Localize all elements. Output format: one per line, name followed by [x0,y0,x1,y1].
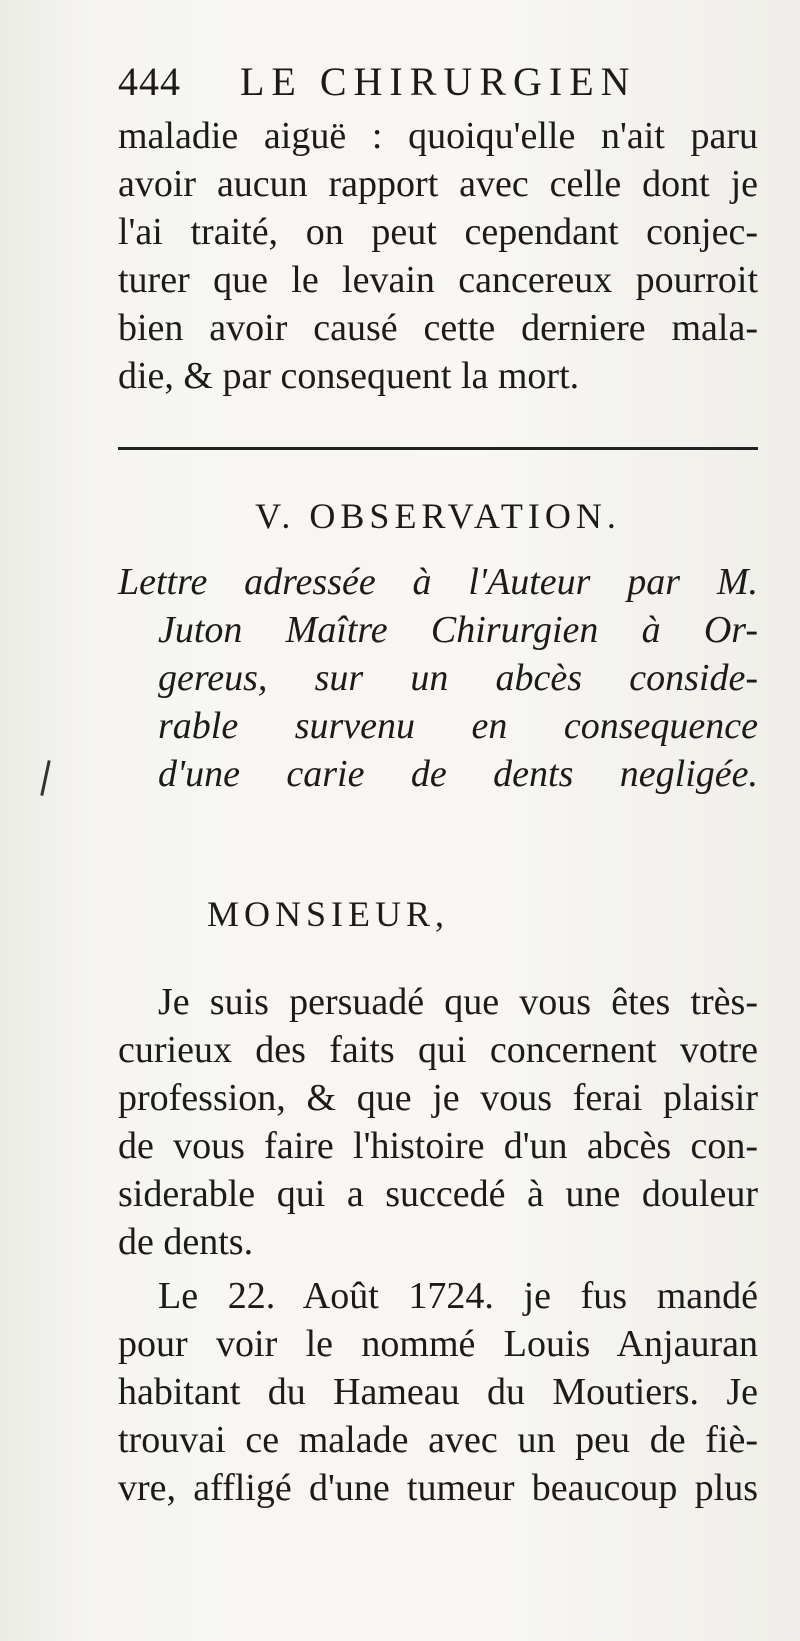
section-heading: V. OBSERVATION. [255,496,621,536]
text-line: Le 22. Août 1724. je fus mandé [158,1275,758,1317]
text-line: habitant du Hameau du Moutiers. Je [118,1371,758,1413]
text-line: turer que le levain cancereux pourroit [118,259,758,301]
text-line: die, & par consequent la mort. [118,355,580,397]
text-line: de vous faire l'histoire d'un abcès con- [118,1125,758,1167]
text-line: trouvai ce malade avec un peu de fiè- [118,1419,758,1461]
text-line: avoir aucun rapport avec celle dont je [118,163,758,205]
text-line: profession, & que je vous ferai plaisir [118,1077,758,1119]
page-number: 444 [118,59,181,104]
text-line: l'ai traité, on peut cependant conjec- [118,211,758,253]
text-line: bien avoir causé cette derniere mala- [118,307,758,349]
letter-title-line: Juton Maître Chirurgien à Or- [158,609,758,651]
section-divider [118,447,758,450]
salutation: MONSIEUR, [207,894,450,934]
text-line: pour voir le nommé Louis Anjauran [118,1323,758,1365]
paragraph-letter-opening [118,978,758,1266]
paragraph-conclusion [118,112,758,400]
text-line: curieux des faits qui concernent votre [118,1029,758,1071]
paragraph-case-report [118,1272,758,1512]
text-line: Je suis persuadé que vous êtes très- [158,981,758,1023]
letter-title-line: Lettre adressée à l'Auteur par M. [118,561,758,603]
margin-mark [40,760,50,796]
letter-title-line: d'une carie de dents negligée. [158,753,758,795]
letter-title-line: gereus, sur un abcès conside- [158,657,758,699]
text-line: siderable qui a succedé à une douleur [118,1173,758,1215]
text-line: de dents. [118,1221,254,1263]
running-title: LE CHIRURGIEN [240,59,637,104]
letter-title [118,558,758,798]
running-header [118,56,758,108]
text-line: maladie aiguë : quoiqu'elle n'ait paru [118,115,758,157]
letter-title-line: rable survenu en consequence [158,705,758,747]
text-line: vre, affligé d'une tumeur beaucoup plus [118,1467,758,1509]
